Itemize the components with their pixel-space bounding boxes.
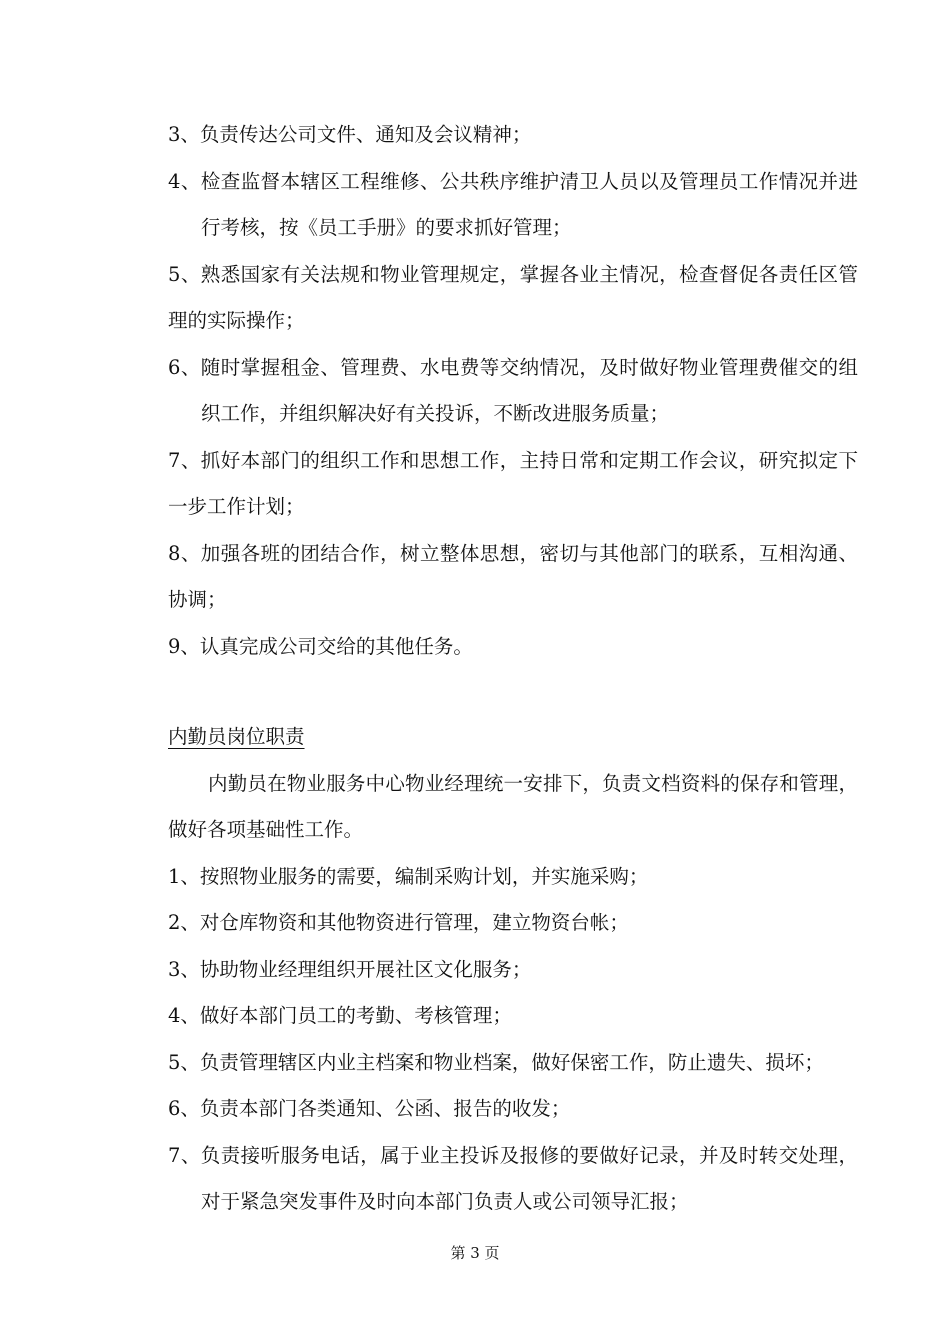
section-heading-wrap [168,714,858,761]
section-spacer [168,670,858,714]
duty-item-4: 4、检查监督本辖区工程维修、公共秩序维护清卫人员以及管理员工作情况并进行考核，按《员工手册》的要求抓好管理； [168,169,858,239]
duty-item-9: 9、认真完成公司交给的其他任务。 [168,634,473,658]
section-intro: 内勤员在物业服务中心物业经理统一安排下，负责文档资料的保存和管理，做好各项基础性工作。 [168,771,858,841]
duty-item-6: 6、随时掌握租金、管理费、水电费等交纳情况，及时做好物业管理费催交的组织工作，并组织解决好有关投诉，不断改进服务质量； [168,355,858,425]
duty-item-3: 3、负责传达公司文件、通知及会议精神； [168,123,532,146]
clerk-item-6: 6、负责本部门各类通知、公函、报告的收发； [168,1097,571,1120]
clerk-item-5: 5、负责管理辖区内业主档案和物业档案，做好保密工作，防止遗失、损坏； [168,1050,824,1074]
duty-item-7: 7、抓好本部门的组织工作和思想工作，主持日常和定期工作会议，研究拟定下一步工作计划； [168,448,858,518]
duty-item-8: 8、加强各班的团结合作，树立整体思想，密切与其他部门的联系，互相沟通、协调； [168,541,858,611]
duty-item-5: 5、熟悉国家有关法规和物业管理规定，掌握各业主情况，检查督促各责任区管理的实际操作； [168,262,858,332]
page-content [168,112,858,1226]
clerk-item-4: 4、做好本部门员工的考勤、考核管理； [168,1004,512,1027]
clerk-item-7: 7、负责接听服务电话，属于业主投诉及报修的要做好记录，并及时转交处理，对于紧急突发事件及时向本部门负责人或公司领导汇报； [168,1143,858,1213]
clerk-item-3: 3、协助物业经理组织开展社区文化服务； [168,957,532,981]
clerk-item-2: 2、对仓库物资和其他物资进行管理，建立物资台帐； [168,911,629,934]
section-heading: 内勤员岗位职责 [168,725,305,748]
page-number: 第 3 页 [450,1244,500,1262]
clerk-item-1: 1、按照物业服务的需要，编制采购计划，并实施采购； [168,864,649,888]
